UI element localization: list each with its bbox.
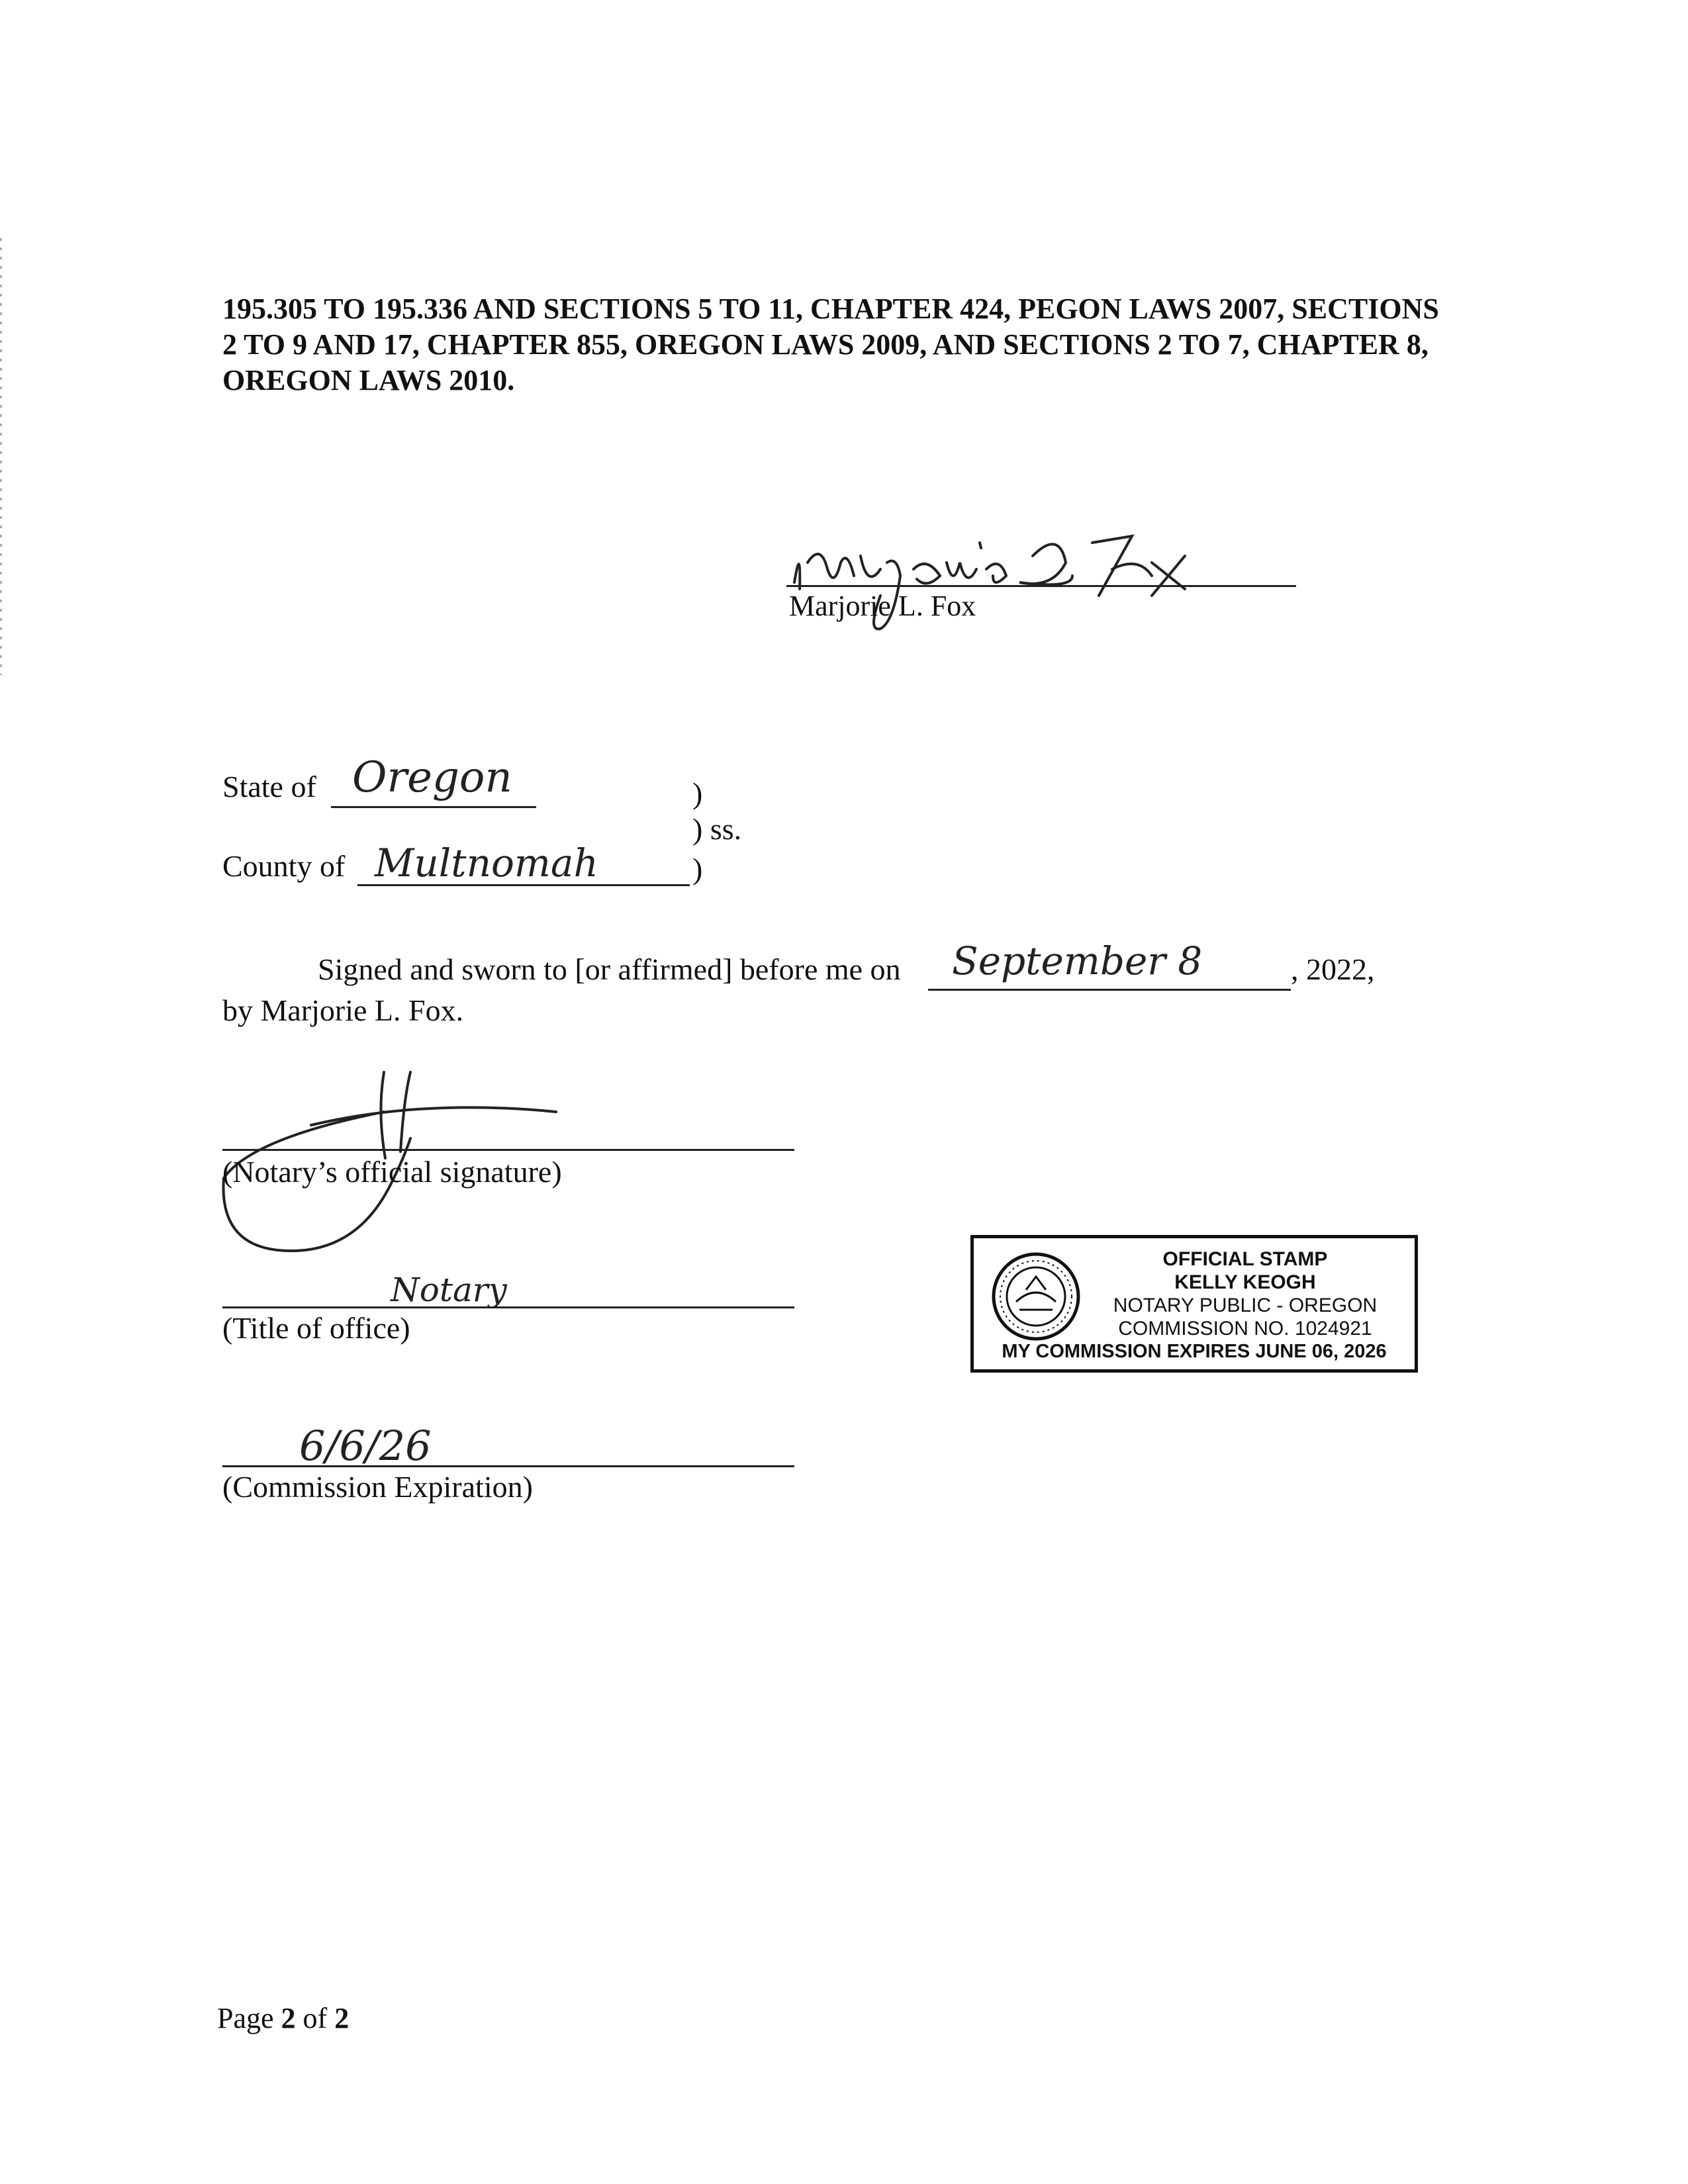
county-label: County of (222, 849, 346, 883)
stamp-line-4: COMMISSION NO. 1024921 (1118, 1318, 1372, 1340)
page-prefix: Page (217, 2002, 281, 2034)
page-current: 2 (281, 2002, 296, 2034)
statute-heading (222, 291, 1480, 398)
acknowledgment-date: September 8 (952, 938, 1203, 983)
page-of: of (295, 2002, 335, 2034)
signer-signature (781, 516, 1258, 649)
acknowledgment-text: Signed and sworn to [or affirmed] before me on (318, 952, 901, 986)
title-value: Notary (391, 1271, 507, 1309)
title-line (222, 1306, 794, 1308)
stamp-line-3: NOTARY PUBLIC - OREGON (1113, 1295, 1378, 1316)
venue-ss: ) ss. (692, 812, 742, 846)
stamp-text-block (1080, 1248, 1411, 1340)
heading-line-3: OREGON LAWS 2010. (222, 364, 515, 396)
county-value: Multnomah (375, 841, 598, 886)
state-seal-icon (990, 1250, 1082, 1343)
official-stamp (970, 1235, 1418, 1373)
expiration-caption: (Commission Expiration) (222, 1470, 533, 1504)
page-number (217, 2001, 349, 2035)
expiration-value: 6/6/26 (299, 1422, 432, 1470)
stamp-line-2: KELLY KEOGH (1174, 1271, 1316, 1293)
stamp-line-1: OFFICIAL STAMP (1162, 1248, 1328, 1270)
venue-paren-2: ) (692, 852, 703, 886)
heading-line-2: 2 TO 9 AND 17, CHAPTER 855, OREGON LAWS 2009, AND SECTIONS 2 TO 7, CHAPTER 8, (222, 328, 1429, 361)
title-caption: (Title of office) (222, 1311, 410, 1345)
signer-printed-name: Marjorie L. Fox (789, 590, 976, 622)
acknowledgment-date-line (928, 989, 1291, 991)
stamp-line-5: MY COMMISSION EXPIRES JUNE 06, 2026 (1002, 1341, 1387, 1362)
acknowledgment-line-2: by Marjorie L. Fox. (222, 993, 464, 1027)
heading-line-1: 195.305 TO 195.336 AND SECTIONS 5 TO 11, CHAPTER 424, PEGON LAWS 2007, SECTIONS (222, 293, 1439, 325)
scan-edge-artifact (0, 238, 2, 675)
notary-signature-caption: (Notary’s official signature) (222, 1155, 562, 1189)
state-value: Oregon (352, 753, 512, 802)
acknowledgment-year: , 2022, (1291, 952, 1375, 986)
state-label: State of (222, 770, 316, 803)
state-line (331, 806, 536, 808)
venue-paren-1: ) (692, 776, 703, 810)
page-total: 2 (334, 2002, 350, 2034)
